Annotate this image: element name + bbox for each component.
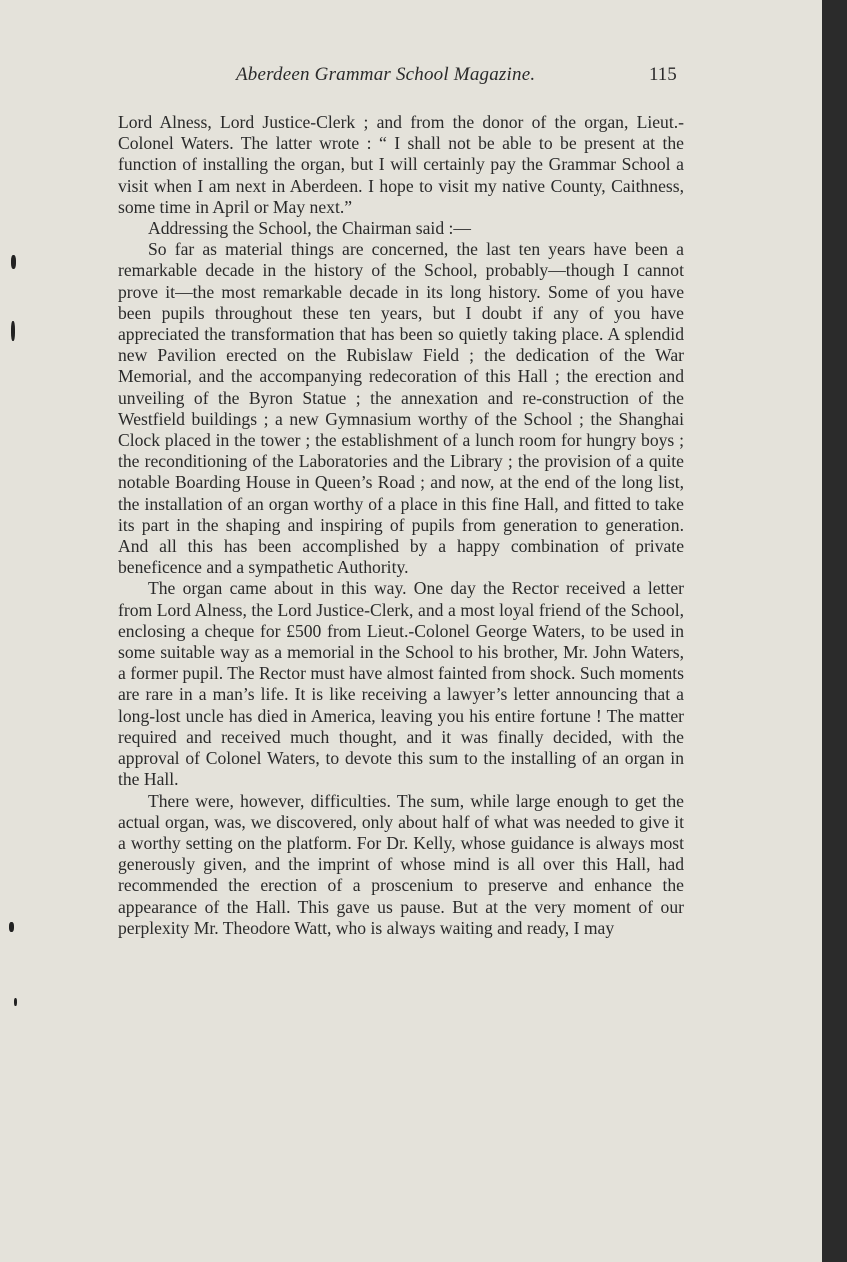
margin-blemish xyxy=(11,321,15,341)
paragraph: There were, however, difficulties. The sum, while large enough to get the actual organ, was, we discovered, only about half of what was needed to give it a worthy setting on the platform. For Dr. Kelly, whose guidance is always most generously given, and the imprint of whose mind is all over this Hall, had recommended the erection of a proscenium to preserve and enhance the appearance of the Hall. This gave us pause. But at the very moment of our perplexity Mr. Theodore Watt, who is always waiting and ready, I may xyxy=(118,790,684,938)
page-number: 115 xyxy=(649,64,677,85)
magazine-title: Aberdeen Grammar School Magazine. xyxy=(236,64,536,85)
paragraph: Lord Alness, Lord Justice-Clerk ; and from the donor of the organ, Lieut.-Colonel Waters. The latter wrote : “ I shall not be able to be present at the function of installing the organ, but I will certainly pay the Grammar School a visit when I am next in Aberdeen. I hope to visit my native County, Caithness, some time in April or May next.” xyxy=(118,112,684,217)
scan-edge xyxy=(822,0,847,1262)
margin-blemish xyxy=(9,922,14,932)
paragraph: Addressing the School, the Chairman said :— xyxy=(148,218,471,239)
margin-blemish xyxy=(11,255,16,269)
paragraph: So far as material things are concerned, the last ten years have been a remarkable decade in the history of the School, probably—though I cannot prove it—the most remarkable decade in its long history. Some of you have been pupils throughout these ten years, but I doubt if any of you have appreciated the transformation that has been so quietly taking place. A splendid new Pavilion erected on the Rubislaw Field ; the dedication of the War Memorial, and the accompanying redecoration of this Hall ; the erection and unveiling of the Byron Statue ; the annexation and re-construction of the Westfield buildings ; a new Gymnasium worthy of the School ; the Shanghai Clock placed in the tower ; the establishment of a lunch room for hungry boys ; the reconditioning of the Laboratories and the Library ; the provision of a quite notable Boarding House in Queen’s Road ; and now, at the end of the long list, the installation of an organ worthy of a place in this fine Hall, and fitted to take its part in the shaping and inspiring of pupils from generation to generation. And all this has been accomplished by a happy combination of private beneficence and a sympathetic Authority. xyxy=(118,239,684,578)
running-header xyxy=(236,64,686,94)
body-text xyxy=(118,112,684,939)
paragraph: The organ came about in this way. One day the Rector received a letter from Lord Alness, the Lord Justice-Clerk, and a most loyal friend of the School, enclosing a cheque for £500 from Lieut.-Colonel George Waters, to be used in some suitable way as a memorial in the School to his brother, Mr. John Waters, a former pupil. The Rector must have almost fainted from shock. Such moments are rare in a man’s life. It is like receiving a lawyer’s letter announcing that a long-lost uncle has died in America, leaving you his entire fortune ! The matter required and received much thought, and it was finally decided, with the approval of Colonel Waters, to devote this sum to the installing of an organ in the Hall. xyxy=(118,578,684,790)
margin-blemish xyxy=(14,998,17,1006)
